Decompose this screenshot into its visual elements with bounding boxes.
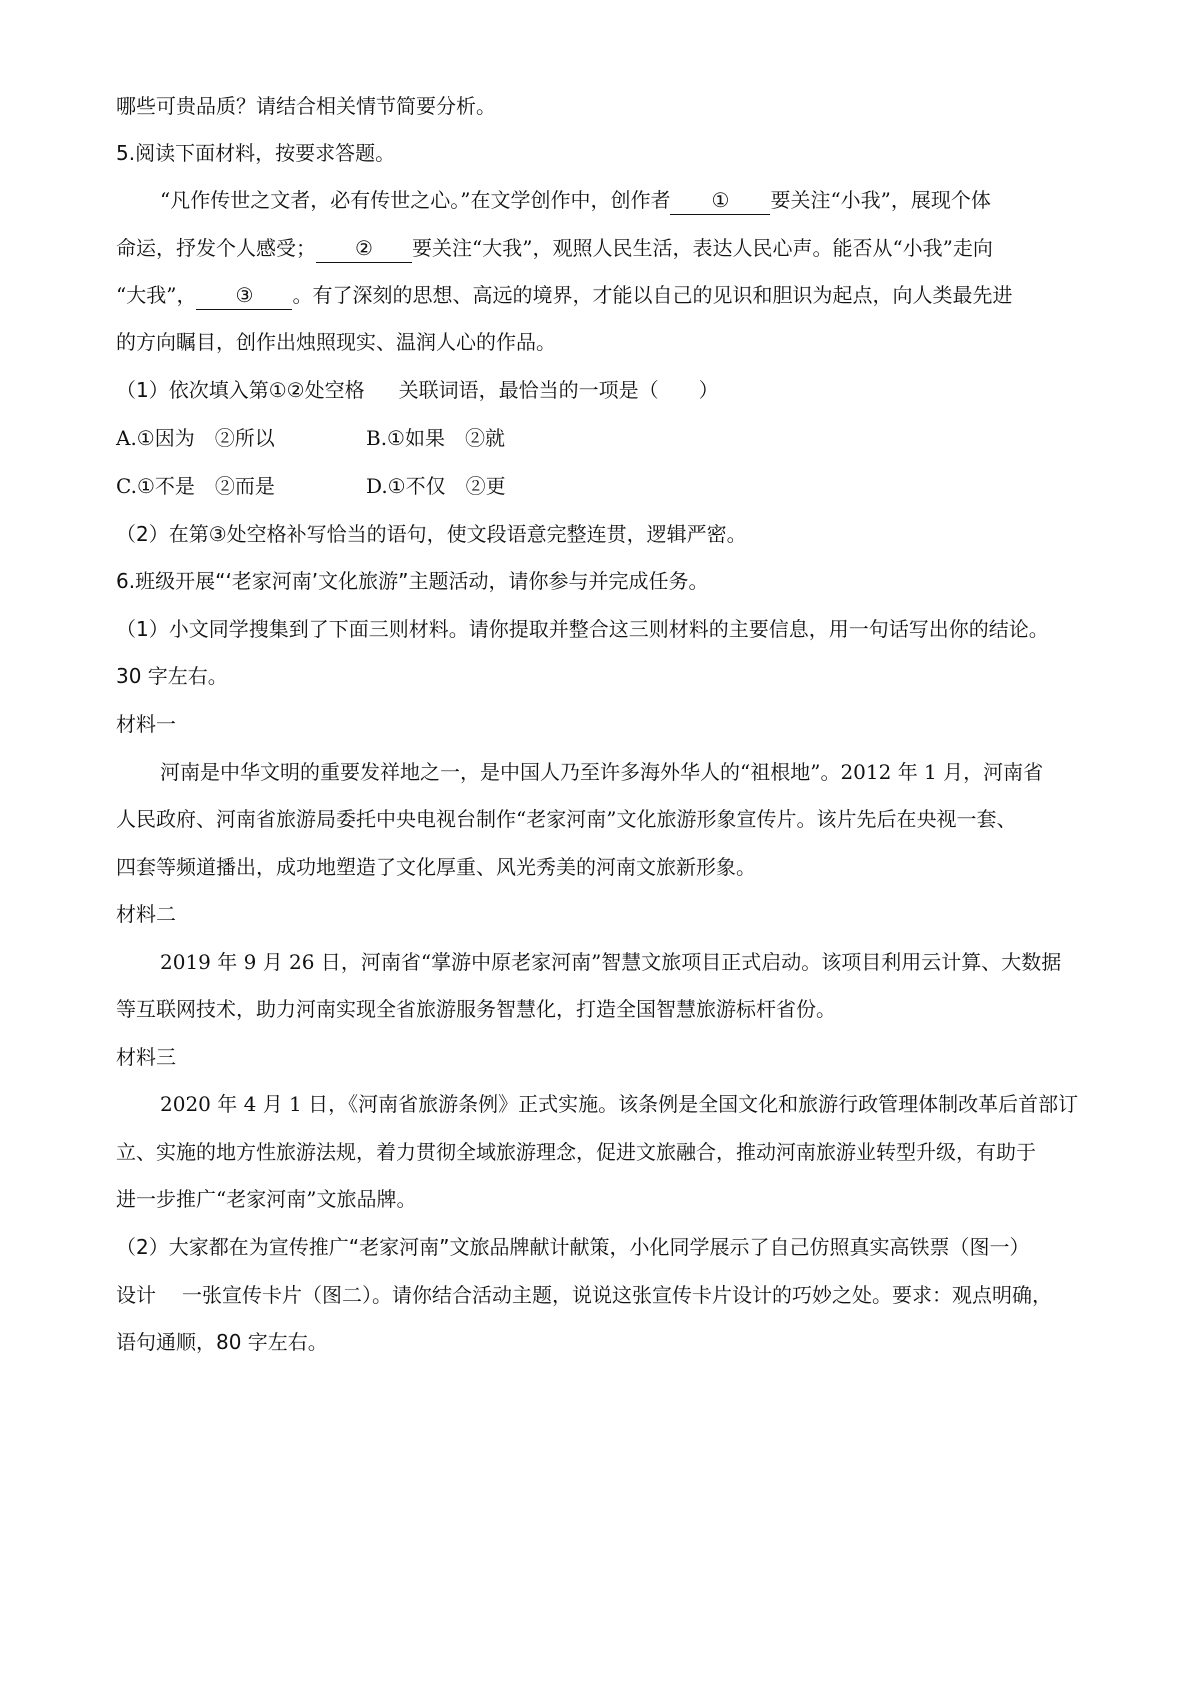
q5-passage-line-3 bbox=[116, 280, 1096, 310]
q6-sub1-line-2: 30 字左右。 bbox=[116, 664, 228, 688]
q6-heading: 6.班级开展“‘老家河南’文化旅游”主题活动，请你参与并完成任务。 bbox=[116, 569, 709, 593]
q5-passage-text: 命运，抒发个人感受； bbox=[116, 236, 316, 260]
blank-1: ① bbox=[670, 188, 770, 215]
q5-passage-text: 要关注“小我”，展现个体 bbox=[770, 188, 991, 212]
option-d: D.①不仅 ②更 bbox=[366, 474, 506, 498]
q5-sub1-text: 关联词语，最恰当的一项是（ ） bbox=[398, 378, 719, 402]
material-1-title: 材料一 bbox=[116, 712, 176, 736]
material-1-line: 人民政府、河南省旅游局委托中央电视台制作“老家河南”文化旅游形象宣传片。该片先后在央视一套、 bbox=[116, 807, 1017, 831]
option-b: B.①如果 ②就 bbox=[366, 426, 505, 450]
q5-heading: 5.阅读下面材料，按要求答题。 bbox=[116, 141, 396, 165]
q5-sub2: （2）在第③处空格补写恰当的语句，使文段语意完整连贯，逻辑严密。 bbox=[116, 522, 747, 546]
q5-passage-text: “大我”， bbox=[116, 283, 197, 307]
q5-options-row-2 bbox=[116, 471, 1096, 501]
option-c: C.①不是 ②而是 bbox=[116, 474, 275, 498]
blank-2: ② bbox=[316, 236, 412, 263]
q5-passage-line-4: 的方向瞩目，创作出烛照现实、温润人心的作品。 bbox=[116, 330, 556, 354]
q6-sub1-line-1: （1）小文同学搜集到了下面三则材料。请你提取并整合这三则材料的主要信息，用一句话写出你的结论。 bbox=[116, 617, 1049, 641]
q5-passage-text: 要关注“大我”，观照人民生活，表达人民心声。能否从“小我”走向 bbox=[412, 236, 993, 260]
material-3-line: 2020 年 4 月 1 日，《河南省旅游条例》正式实施。该条例是全国文化和旅游行政管理体制改革后首部订 bbox=[160, 1092, 1079, 1116]
q5-passage-line-1 bbox=[160, 185, 1100, 215]
q5-passage-line-2 bbox=[116, 233, 1096, 263]
option-a: A.①因为 ②所以 bbox=[116, 426, 275, 450]
q6-sub2-line-2 bbox=[116, 1280, 1096, 1310]
material-2-line: 等互联网技术，助力河南实现全省旅游服务智慧化，打造全国智慧旅游标杆省份。 bbox=[116, 997, 836, 1021]
q6-sub2-text: 一张宣传卡片（图二）。请你结合活动主题，说说这张宣传卡片设计的巧妙之处。要求：观点明确， bbox=[182, 1283, 1052, 1307]
material-3-line: 立、实施的地方性旅游法规，着力贯彻全域旅游理念，促进文旅融合，推动河南旅游业转型升级，有助于 bbox=[116, 1140, 1036, 1164]
material-2-title: 材料二 bbox=[116, 902, 176, 926]
q5-passage-text: 。有了深刻的思想、高远的境界，才能以自己的见识和胆识为起点，向人类最先进 bbox=[292, 283, 1013, 307]
material-1-line: 河南是中华文明的重要发祥地之一，是中国人乃至许多海外华人的“祖根地”。2012 年 1 月，河南省 bbox=[160, 760, 1044, 784]
q5-sub1 bbox=[116, 375, 1096, 405]
blank-3: ③ bbox=[196, 283, 292, 310]
material-2-line: 2019 年 9 月 26 日，河南省“掌游中原老家河南”智慧文旅项目正式启动。该项目利用云计算、大数据 bbox=[160, 950, 1062, 974]
material-1-line: 四套等频道播出，成功地塑造了文化厚重、风光秀美的河南文旅新形象。 bbox=[116, 855, 756, 879]
q6-sub2-line-3: 语句通顺，80 字左右。 bbox=[116, 1330, 328, 1354]
material-3-line: 进一步推广“老家河南”文旅品牌。 bbox=[116, 1187, 417, 1211]
q5-sub1-text: （1）依次填入第①②处空格 bbox=[116, 378, 365, 402]
material-3-title: 材料三 bbox=[116, 1045, 176, 1069]
q4-tail-text: 哪些可贵品质？请结合相关情节简要分析。 bbox=[116, 94, 496, 118]
q6-sub2-text: 设计 bbox=[116, 1283, 156, 1307]
q5-passage-text: “凡作传世之文者，必有传世之心。”在文学创作中，创作者 bbox=[160, 188, 671, 212]
q6-sub2-line-1: （2）大家都在为宣传推广“老家河南”文旅品牌献计献策，小化同学展示了自己仿照真实高铁票（图一） bbox=[116, 1235, 1030, 1259]
q5-options-row-1 bbox=[116, 423, 1096, 453]
